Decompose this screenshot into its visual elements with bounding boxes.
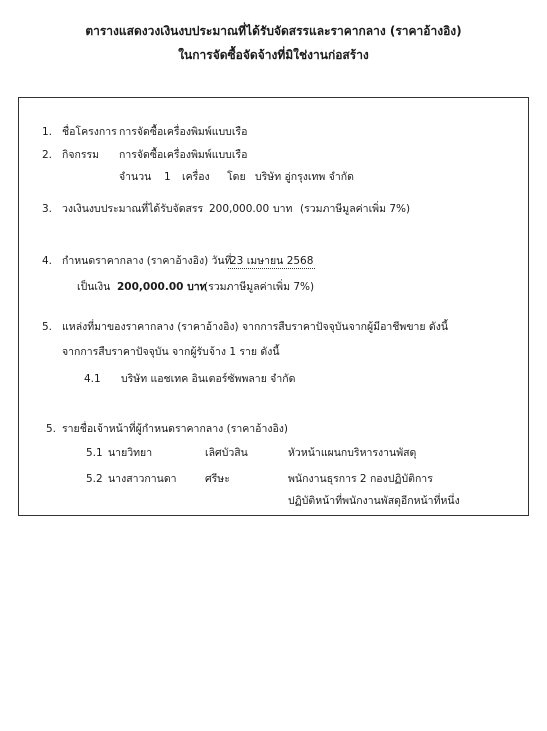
item2-value: การจัดซื้อเครื่องพิมพ์แบบเรือ (119, 149, 248, 161)
person1-position: หัวหน้าแผนกบริหารงานพัสดุ (288, 447, 417, 459)
item3-note: (รวมภาษีมูลค่าเพิ่ม 7%) (300, 203, 411, 215)
item4-amount-label: เป็นเงิน (77, 281, 111, 293)
item4-number: 4. (42, 255, 53, 267)
item2-by: โดย (227, 171, 246, 183)
item2-unit: เครื่อง (182, 171, 210, 183)
item2-qty-label: จำนวน (119, 171, 152, 183)
person2-position: พนักงานธุรการ 2 กองปฏิบัติการ (288, 473, 433, 485)
person2-name: นางสาวกานดา (108, 473, 177, 485)
person2-position-line2: ปฏิบัติหน้าที่พนักงานพัสดุอีกหน้าที่หนึ่ง (288, 495, 460, 507)
page-title-line2: ในการจัดซื้อจัดจ้างที่มิใช่งานก่อสร้าง (178, 48, 369, 62)
item5-number: 5. (42, 321, 53, 333)
person1-name: นายวิทยา (108, 447, 153, 459)
item3-number: 3. (42, 203, 53, 215)
item2-qty: 1 (164, 171, 171, 183)
item4-date: 23 เมษายน 2568 (230, 255, 314, 267)
person1-surname: เลิศบัวสิน (205, 447, 248, 459)
item4-note: (รวมภาษีมูลค่าเพิ่ม 7%) (204, 281, 315, 293)
item6-label: รายชื่อเจ้าหน้าที่ผู้กำหนดราคากลาง (ราคาอ้างอิง) (62, 423, 289, 435)
item3-label: วงเงินงบประมาณที่ได้รับจัดสรร (62, 203, 204, 215)
item5-line2: จากการสืบราคาปัจจุบัน จากผู้รับจ้าง 1 ราย ดังนี้ (62, 346, 280, 358)
item2-company: บริษัท อู่กรุงเทพ จำกัด (255, 171, 354, 183)
item5-sub-number: 4.1 (84, 373, 101, 385)
item2-label: กิจกรรม (62, 149, 100, 161)
person1-number: 5.1 (86, 447, 103, 459)
item5-sub-company: บริษัท แอชเทค อินเตอร์ซัพพลาย จำกัด (121, 373, 296, 385)
item1-value: การจัดซื้อเครื่องพิมพ์แบบเรือ (119, 126, 248, 138)
item4-amount: 200,000.00 บาท (117, 281, 207, 293)
person2-surname: ศรีษะ (205, 473, 230, 485)
item1-number: 1. (42, 126, 53, 138)
item6-number: 5. (46, 423, 57, 435)
page-title-line1: ตารางแสดงวงเงินงบประมาณที่ได้รับจัดสรรและราคากลาง (ราคาอ้างอิง) (85, 24, 462, 38)
item2-number: 2. (42, 149, 53, 161)
item5-line1: แหล่งที่มาของราคากลาง (ราคาอ้างอิง) จากการสืบราคาปัจจุบันจากผู้มีอาชีพขาย ดังนี้ (62, 321, 449, 333)
item4-label: กำหนดราคากลาง (ราคาอ้างอิง) วันที่ (62, 255, 232, 267)
item3-amount: 200,000.00 (209, 203, 270, 215)
person2-number: 5.2 (86, 473, 103, 485)
item3-unit: บาท (273, 203, 293, 215)
item1-label: ชื่อโครงการ (62, 126, 117, 138)
